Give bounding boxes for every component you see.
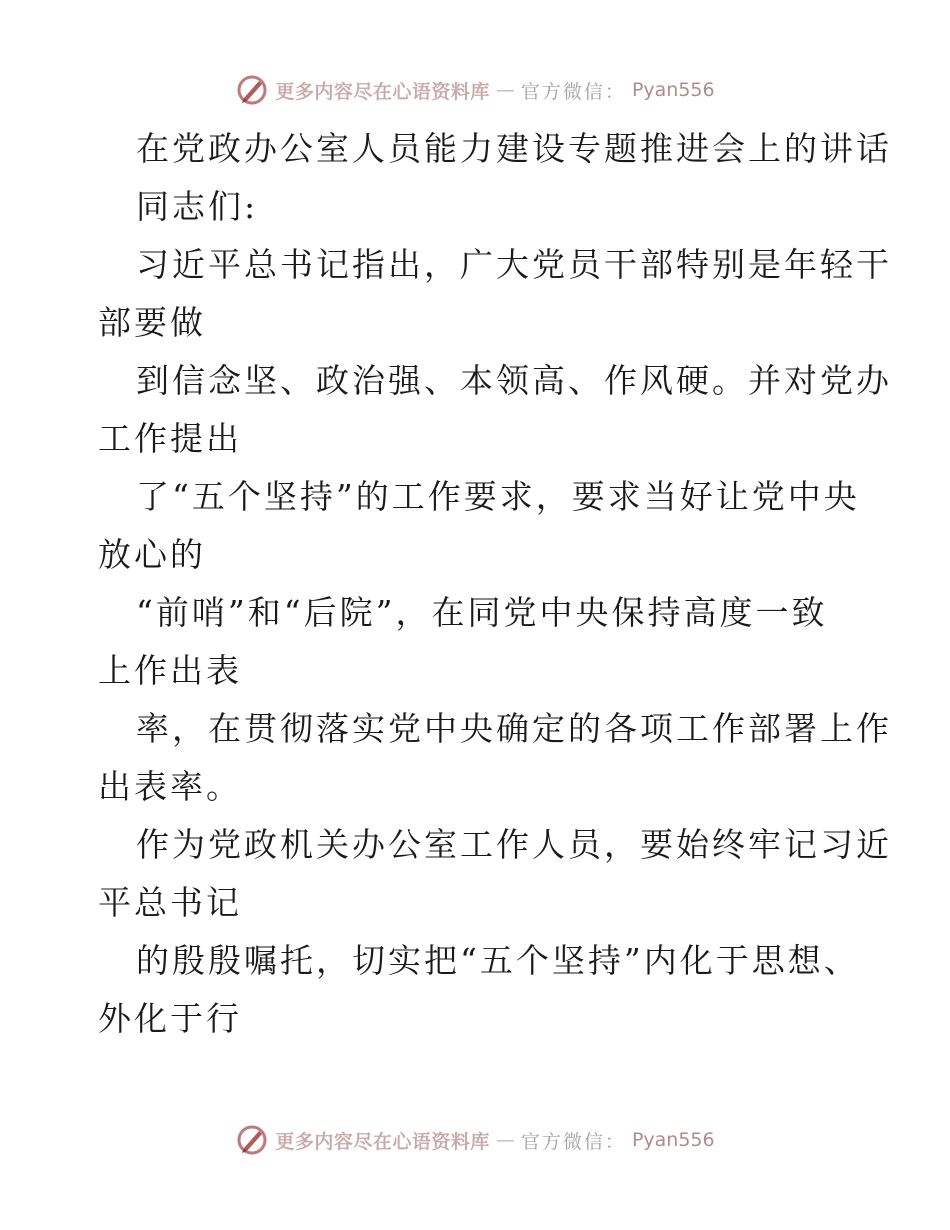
watermark-official-label: 官方微信： — [520, 1130, 626, 1153]
document-line: 放心的 — [98, 535, 206, 574]
pen-logo-icon — [235, 73, 269, 107]
watermark-text: 更多内容尽在心语资料库 — [275, 80, 490, 103]
header-watermark — [0, 70, 950, 110]
document-line: 了“五个坚持”的工作要求，要求当好让党中央 — [136, 477, 860, 516]
document-line: “前哨”和“后院”，在同党中央保持高度一致 — [136, 593, 828, 632]
watermark-text: 更多内容尽在心语资料库 — [275, 1130, 490, 1153]
watermark-official-label: 官方微信： — [520, 80, 626, 103]
footer-watermark — [0, 1120, 950, 1160]
document-line: 工作提出 — [98, 419, 242, 458]
document-line: 平总书记 — [98, 883, 242, 922]
document-line: 习近平总书记指出，广大党员干部特别是年轻干 — [136, 245, 892, 284]
document-line: 作为党政机关办公室工作人员，要始终牢记习近 — [136, 825, 892, 864]
document-line: 同志们: — [136, 187, 259, 226]
document-line: 到信念坚、政治强、本领高、作风硬。并对党办 — [136, 361, 892, 400]
pen-logo-icon — [235, 1123, 269, 1157]
document-line: 的殷殷嘱托，切实把“五个坚持”内化于思想、 — [136, 941, 860, 980]
document-line: 上作出表 — [98, 651, 242, 690]
document-line: 外化于行 — [98, 999, 242, 1038]
document-body — [98, 120, 892, 1048]
document-line: 部要做 — [98, 303, 206, 342]
watermark-separator: — — [495, 1129, 515, 1151]
document-line: 率，在贯彻落实党中央确定的各项工作部署上作 — [136, 709, 892, 748]
watermark-separator: — — [495, 79, 515, 101]
document-line: 出表率。 — [98, 767, 242, 806]
watermark-wechat-id: Pyan556 — [631, 79, 715, 101]
document-line: 在党政办公室人员能力建设专题推进会上的讲话 — [136, 129, 892, 168]
watermark-wechat-id: Pyan556 — [631, 1129, 715, 1151]
